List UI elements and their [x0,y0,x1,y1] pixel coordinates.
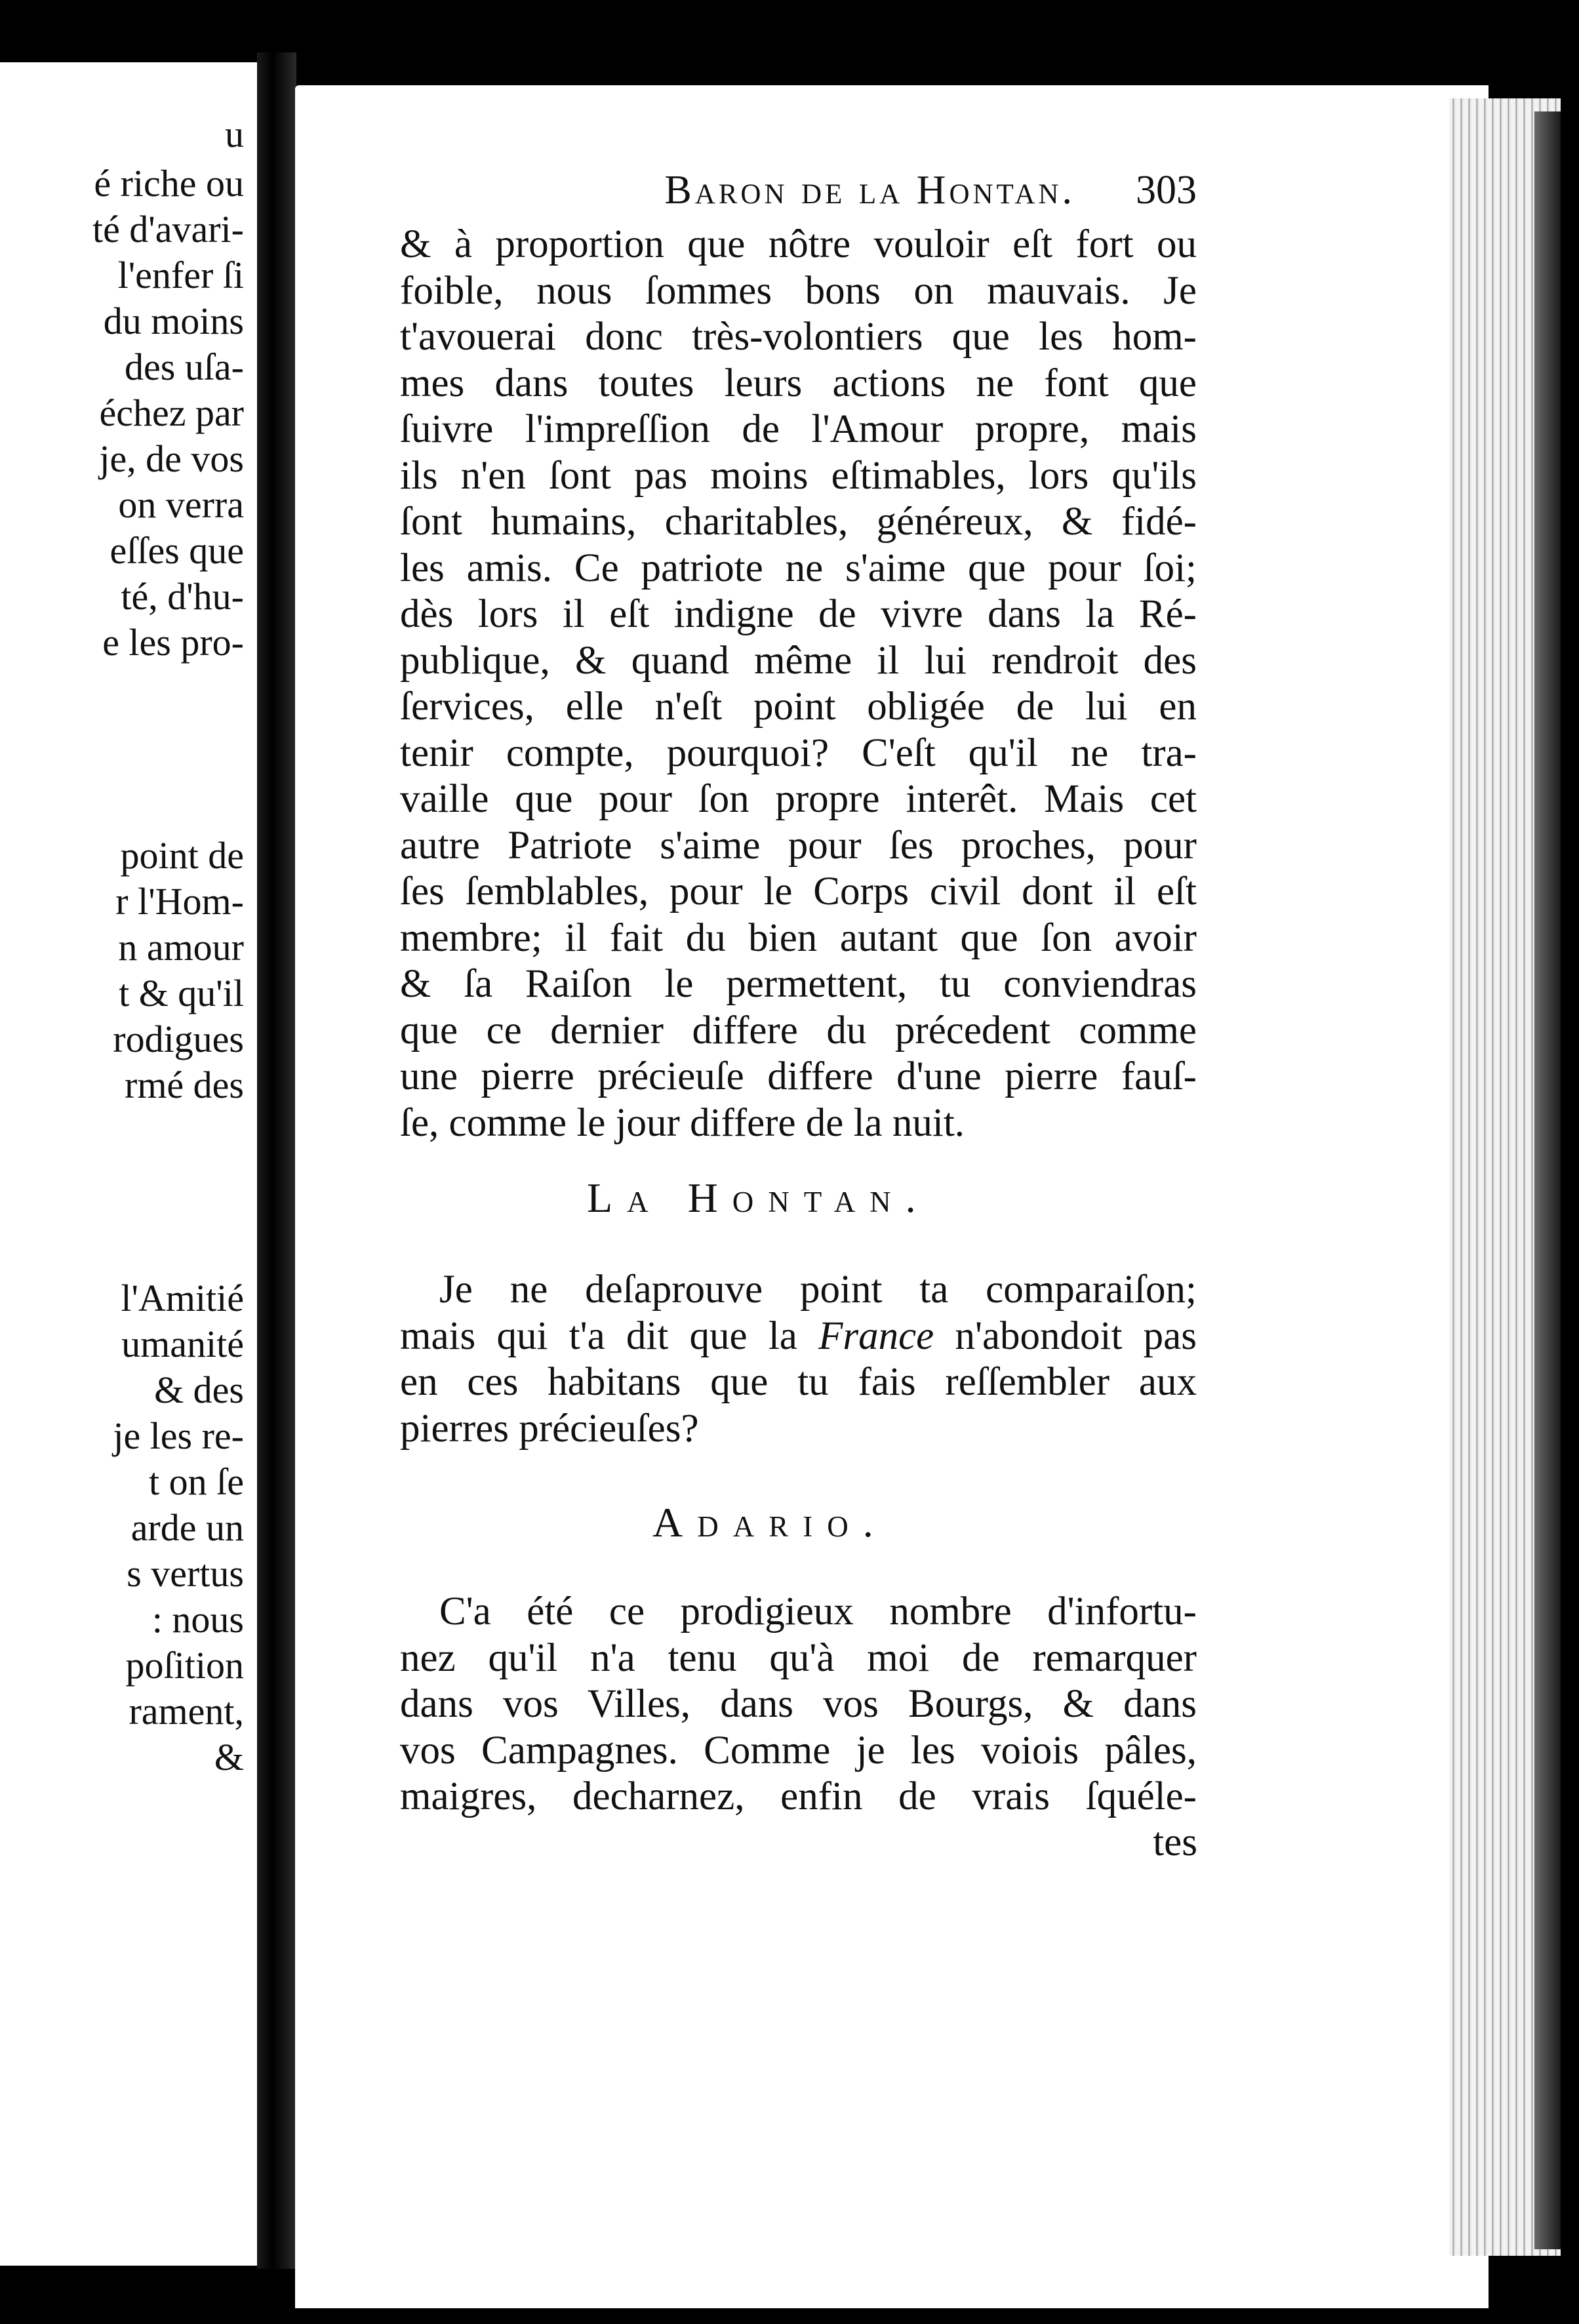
text-line: ſes ſemblables, pour le Corps civil dont il eſt [400,870,1197,913]
left-page-line: té d'avari- [92,208,244,250]
left-page-line: point de [120,834,244,877]
text-line: dès lors il eſt indigne de vivre dans la Ré- [400,592,1197,636]
left-page-line: rodigues [113,1018,244,1060]
italic-word: France [818,1313,934,1358]
page-edges-shadow [1534,111,1561,2249]
left-page-line: je, de vos [99,437,244,480]
text-line: & à proportion que nôtre vouloir eſt fort ou [400,222,1197,266]
page-number: 303 [1136,168,1197,212]
left-page-line: échez par [99,391,244,434]
left-page-line: e les pro- [102,621,244,664]
speaker-heading: Adario. [652,1499,888,1546]
book-gutter [257,52,296,2269]
text-line: ſervices, elle n'eſt point obligée de lui en [400,685,1197,729]
left-page-line: umanité [121,1323,244,1365]
text-line: mes dans toutes leurs actions ne font que [400,361,1197,405]
text-line: autre Patriote s'aime pour ſes proches, pour [400,823,1197,868]
left-page-line: é riche ou [94,162,244,205]
left-page-line: t on ſe [149,1460,244,1503]
left-page-line: on verra [118,483,244,526]
text-line [400,1313,1197,1360]
left-page-line: arde un [130,1506,244,1549]
left-page-line: je les re- [113,1414,244,1457]
left-page-line: : nous [151,1598,244,1641]
left-page-line: poſition [125,1644,244,1687]
running-head [400,167,1197,220]
text-line: foible, nous ſommes bons on mauvais. Je [400,268,1197,313]
text-line: publique, & quand même il lui rendroit des [400,638,1197,683]
running-title: Baron de la Hontan. [664,168,1075,212]
left-page-line: t & qu'il [119,972,244,1014]
left-page-line: & [214,1736,244,1778]
text-segment: mais qui t'a dit que la [400,1313,819,1358]
left-page-line: s vertus [127,1552,244,1595]
left-page [0,62,257,2266]
left-page-line: du moins [103,300,244,342]
catchword: tes [1153,1820,1197,1864]
left-page-text [0,62,257,2266]
text-line: ſont humains, charitables, généreux, & fidé- [400,500,1197,544]
left-page-line: r l'Hom- [115,880,244,923]
left-page-line: rament, [129,1690,244,1733]
text-line: ſuivre l'impreſſion de l'Amour propre, mais [400,407,1197,451]
text-line: membre; il fait du bien autant que ſon avoir [400,915,1197,960]
text-line: vos Campagnes. Comme je les voiois pâles, [400,1728,1197,1773]
text-line: tenir compte, pourquoi? C'eſt qu'il ne tra- [400,731,1197,775]
text-line: nez qu'il n'a tenu qu'à moi de remarquer [400,1635,1197,1680]
text-segment: n'abondoit pas [934,1313,1197,1358]
text-line: pierres précieuſes? [400,1406,699,1451]
left-page-line: eſſes que [110,529,244,572]
left-page-line: l'enfer ſi [117,254,244,296]
text-line: ils n'en ſont pas moins eſtimables, lors qu'ils [400,453,1197,498]
paragraph-3 [400,1589,1197,1820]
speaker-heading: La Hontan. [587,1174,930,1221]
text-line: t'avouerai donc très-volontiers que les hom- [400,315,1197,359]
left-page-line: rmé des [125,1064,244,1106]
text-line: maigres, decharnez, enfin de vrais ſquéle- [400,1774,1197,1818]
left-page-line: & des [154,1369,244,1411]
left-page-line: té, d'hu- [121,575,244,618]
text-line: en ces habitans que tu fais reſſembler aux [400,1360,1197,1404]
text-line: Je ne deſaprouve point ta comparaiſon; [439,1268,1197,1312]
left-page-line: l'Amitié [121,1277,244,1319]
text-line: que ce dernier differe du précedent comme [400,1008,1197,1052]
text-line: & ſa Raiſon le permettent, tu conviendras [400,962,1197,1006]
left-page-line: des uſa- [125,346,244,388]
text-line: ſe, comme le jour differe de la nuit. [400,1100,965,1145]
paragraph-2 [400,1267,1197,1452]
left-page-line: u [225,113,244,155]
text-line: vaille que pour ſon propre interêt. Mais cet [400,777,1197,821]
text-line: dans vos Villes, dans vos Bourgs, & dans [400,1682,1197,1726]
left-page-line: n amour [118,926,244,969]
text-line: les amis. Ce patriote ne s'aime que pour ſoi; [400,546,1197,590]
paragraph-1 [400,222,1197,1146]
text-line: une pierre précieuſe differe d'une pierre fauſ- [400,1054,1197,1098]
text-line: C'a été ce prodigieux nombre d'infortu- [439,1590,1197,1633]
